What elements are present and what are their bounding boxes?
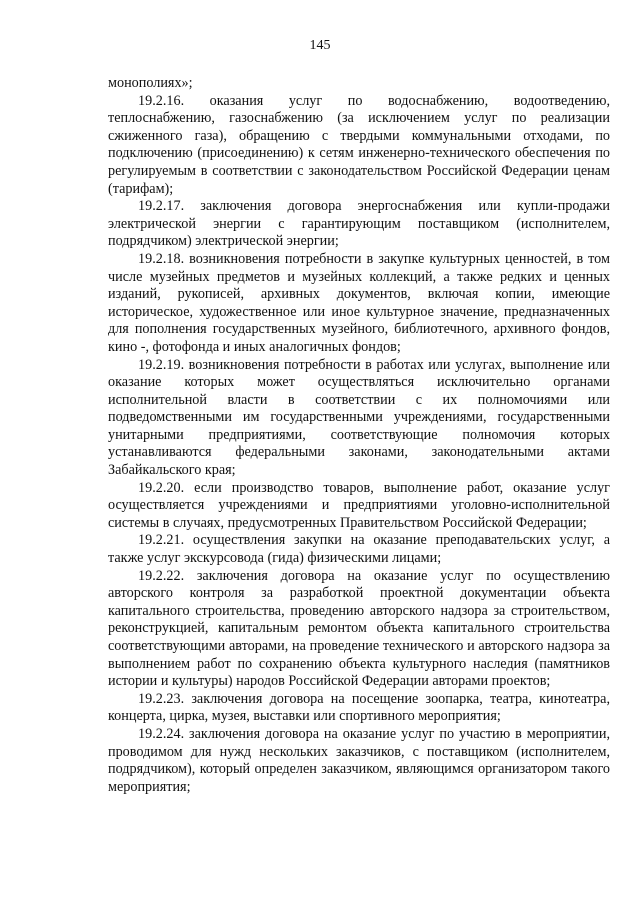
paragraph-19-2-24: 19.2.24. заключения договора на оказание услуг по участию в мероприятии, проводимом для нужд нескольких заказчиков, с поставщиком (исполнителем, подрядчиком), который определен заказчиком, являющимся организатором такого мероприятия;	[108, 725, 610, 795]
page-number: 145	[309, 38, 331, 53]
paragraph-19-2-16: 19.2.16. оказания услуг по водоснабжению, водоотведению, теплоснабжению, газоснабжению (за исключением услуг по реализации сжиженного газа), обращению с твердыми коммунальными отходами, по подключению (присоединению) к сетям инженерно-технического обеспечения по регулируемым в соответствии с законодательством Российской Федерации ценам (тарифам);	[108, 92, 610, 197]
paragraph-19-2-23: 19.2.23. заключения договора на посещение зоопарка, театра, кинотеатра, концерта, цирка, музея, выставки или спортивного мероприятия;	[108, 690, 610, 725]
paragraph-19-2-18: 19.2.18. возникновения потребности в закупке культурных ценностей, в том числе музейных предметов и музейных коллекций, а также редких и ценных изданий, рукописей, архивных документов, включая копии, имеющие историческое, художественное или иное культурное значение, предназначенных для пополнения государственных музейного, библиотечного, архивного фондов, кино -, фотофонда и иных аналогичных фондов;	[108, 250, 610, 355]
paragraph-19-2-22: 19.2.22. заключения договора на оказание услуг по осуществлению авторского контроля за разработкой проектной документации объекта капитального строительства, проведению авторского надзора за строительством, реконструкцией, капитальным ремонтом объекта капитального строительства соответствующими авторами, на проведение технического и авторского надзора за выполнением работ по сохранению объекта культурного наследия (памятников истории и культуры) народов Российской Федерации авторами проектов;	[108, 567, 610, 690]
paragraph-19-2-21: 19.2.21. осуществления закупки на оказание преподавательских услуг, а также услуг экскурсовода (гида) физическими лицами;	[108, 532, 610, 567]
paragraph-19-2-17: 19.2.17. заключения договора энергоснабжения или купли-продажи электрической энергии с гарантирующим поставщиком (исполнителем, подрядчиком) электрической энергии;	[108, 198, 610, 250]
paragraph-continuation: монополиях»;	[108, 75, 193, 91]
paragraph-19-2-19: 19.2.19. возникновения потребности в работах или услугах, выполнение или оказание которых может осуществляться исключительно органами исполнительной власти в соответствии с их полномочиями или подведомственными им государственными учреждениями, государственными унитарными предприятиями, соответствующие полномочия которых устанавливаются федеральными законами, законодательными актами Забайкальского края;	[108, 356, 610, 479]
paragraph-19-2-20: 19.2.20. если производство товаров, выполнение работ, оказание услуг осуществляется учреждениями и предприятиями уголовно-исполнительной системы в случаях, предусмотренных Правительством Российской Федерации;	[108, 479, 610, 531]
document-body	[108, 75, 610, 796]
